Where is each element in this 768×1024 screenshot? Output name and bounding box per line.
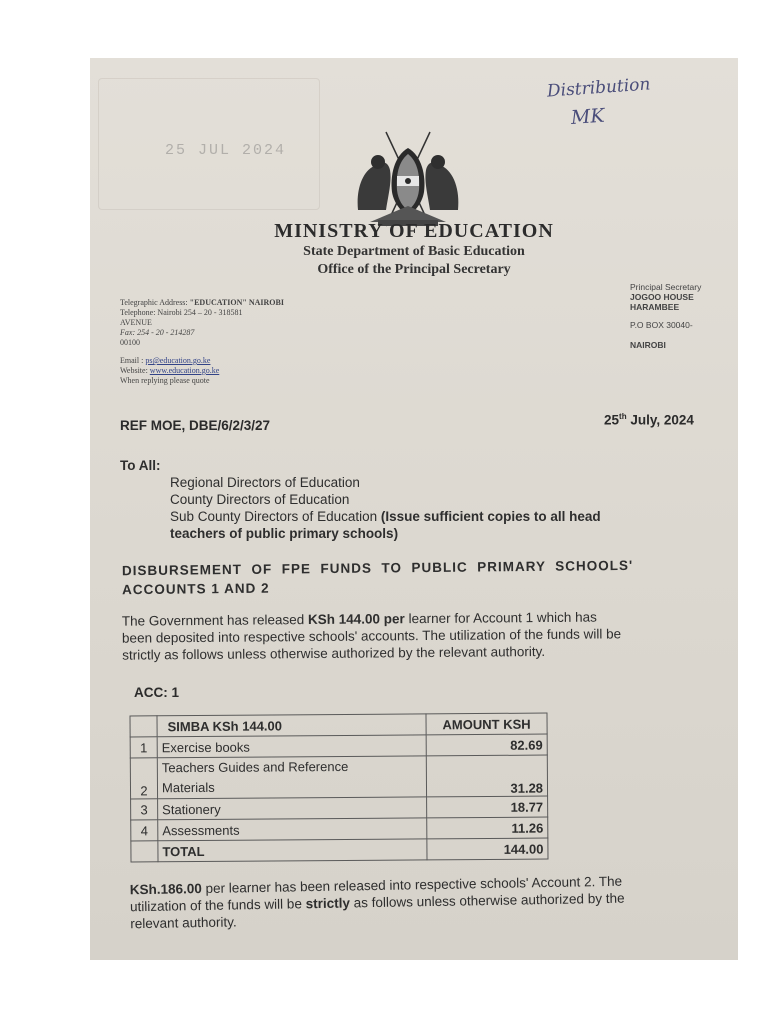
table-row <box>131 817 548 841</box>
row-item: Stationery <box>158 797 427 820</box>
row-number: 3 <box>131 799 158 820</box>
para2-amount: KSh.186.00 <box>129 881 202 898</box>
recipients-label: To All: <box>120 458 161 473</box>
recipients <box>120 457 730 542</box>
row-number: 4 <box>131 820 158 841</box>
acc1-table <box>129 713 548 863</box>
date-day: 25 <box>604 412 620 428</box>
address-line-5: NAIROBI <box>630 340 666 350</box>
total-amount: 144.00 <box>427 838 548 860</box>
row-item-line-2: Materials <box>161 779 215 796</box>
received-stamp-date: 25 JUL 2024 <box>165 142 287 159</box>
recipient-note-2: teachers of public primary schools) <box>170 526 399 541</box>
fax: Fax: 254 - 20 - 214287 <box>120 328 195 337</box>
row-item-line-1: Teachers Guides and Reference <box>161 758 349 776</box>
table-header-row <box>130 713 547 737</box>
header-number-cell <box>130 716 157 737</box>
email-link[interactable]: ps@education.go.ke <box>145 356 211 365</box>
para1-amount: KSh 144.00 per <box>307 611 405 628</box>
telegraphic-value: "EDUCATION" NAIROBI <box>189 298 284 307</box>
address-line-3: HARAMBEE <box>630 302 680 312</box>
website-link[interactable]: www.education.go.ke <box>149 366 220 375</box>
subject-line-2: ACCOUNTS 1 AND 2 <box>122 580 270 598</box>
para2-text-a: per learner has been released into respective schools' Account 2. The <box>201 873 623 897</box>
paragraph-account-2 <box>130 871 735 933</box>
para2-strictly: strictly <box>305 895 351 912</box>
date-rest: July, 2024 <box>626 412 694 428</box>
office-name: Office of the Principal Secretary <box>317 262 511 277</box>
date-suffix: th <box>619 412 627 421</box>
ministry-title: MINISTRY OF EDUCATION <box>274 220 554 242</box>
recipient-note-1: (Issue sufficient copies to all head <box>380 509 601 524</box>
contact-block <box>120 298 380 386</box>
row-number: 2 <box>130 758 157 799</box>
address-line-2: JOGOO HOUSE <box>630 292 694 302</box>
handwritten-line-1: Distribution <box>546 74 652 102</box>
table-row <box>130 755 547 799</box>
header-amount: AMOUNT KSH <box>426 713 547 735</box>
department-name: State Department of Basic Education <box>303 244 525 259</box>
total-number-cell <box>131 841 158 862</box>
row-number: 1 <box>130 737 157 758</box>
row-item: Assessments <box>158 818 427 841</box>
recipient-county: County Directors of Education <box>170 492 350 507</box>
row-item: Exercise books <box>157 735 426 758</box>
table-row <box>131 796 548 820</box>
subject-line-1: DISBURSEMENT OF FPE FUNDS TO PUBLIC PRIMARY SCHOOLS' <box>121 557 634 579</box>
total-label: TOTAL <box>158 839 427 862</box>
recipient-sub-county: Sub County Directors of Education <box>170 509 378 524</box>
para1-text-a: The Government has released <box>121 612 309 629</box>
para2-text-b: utilization of the funds will be <box>129 896 306 915</box>
para1-line-2: been deposited into respective schools' accounts. The utilization of the funds will be <box>121 626 622 646</box>
para1-text-b: learner for Account 1 which has <box>404 609 597 627</box>
para2-line-3: relevant authority. <box>130 914 237 932</box>
telephone: Telephone: Nairobi 254 – 20 - 318581 <box>120 308 243 317</box>
telegraphic-label: Telegraphic Address: <box>120 298 188 307</box>
postcode: 00100 <box>120 338 140 347</box>
letter-date <box>604 412 694 428</box>
acc-label: ACC: 1 <box>134 685 180 700</box>
row-item <box>157 756 426 799</box>
website-label: Website: <box>120 366 148 375</box>
address-line-1: Principal Secretary <box>630 282 702 292</box>
address-line-4: P.O BOX 30040- <box>630 320 693 330</box>
table-total-row <box>131 838 548 862</box>
row-amount: 18.77 <box>427 796 548 818</box>
reply-note: When replying please quote <box>120 376 210 385</box>
header-item: SIMBA KSh 144.00 <box>157 714 426 737</box>
avenue: AVENUE <box>120 318 152 327</box>
row-amount: 82.69 <box>426 734 547 756</box>
document-page <box>90 58 738 960</box>
para1-line-3: strictly as follows unless otherwise authorized by the relevant authority. <box>122 643 546 663</box>
para2-text-c: as follows unless otherwise authorized by the <box>349 890 625 911</box>
reference-number: REF MOE, DBE/6/2/3/27 <box>120 418 271 433</box>
handwritten-note <box>547 76 653 129</box>
row-amount: 31.28 <box>426 755 547 797</box>
coat-of-arms-icon <box>348 130 468 230</box>
row-amount: 11.26 <box>427 817 548 839</box>
email-label: Email : <box>120 356 144 365</box>
paragraph-account-1 <box>122 607 734 663</box>
recipient-regional: Regional Directors of Education <box>170 475 360 490</box>
address-block <box>630 282 738 350</box>
handwritten-line-2: MK <box>570 104 606 130</box>
table-row <box>130 734 547 758</box>
subject-heading <box>122 555 734 599</box>
